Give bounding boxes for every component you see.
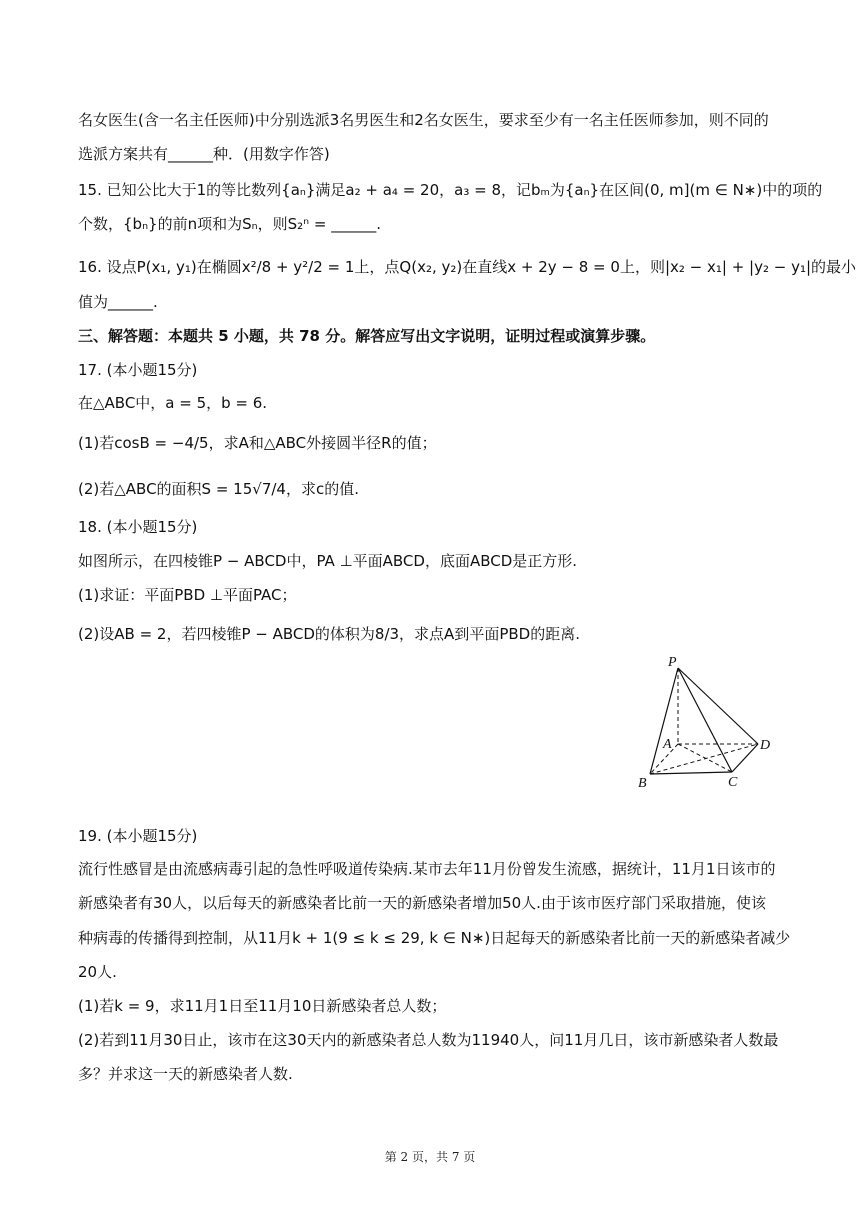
label-p: P [668,655,677,670]
text-line: 值为______. [78,293,158,311]
text-line: 流行性感冒是由流感病毒引起的急性呼吸道传染病.某市去年11月份曾发生流感，据统计，11月1日该市的 [78,860,776,878]
page-footer: 第 2 页，共 7 页 [384,1150,476,1164]
section-heading: 三、解答题：本题共 5 小题，共 78 分。解答应写出文字说明，证明过程或演算步骤。 [78,327,656,345]
problem-15: 15. 已知公比大于1的等比数列{aₙ}满足a₂ + a₄ = 20，a₃ = 8，记bₘ为{aₙ}在区间(0, m](m ∈ N∗)中的项的 [78,181,823,199]
text-line: 选派方案共有______种．(用数字作答) [78,145,330,163]
text-line: (2)设AB = 2，若四棱锥P − ABCD的体积为8/3，求点A到平面PBD的距离. [78,625,580,643]
label-c: C [728,775,738,790]
text-line: 个数，{bₙ}的前n项和为Sₙ，则S₂ⁿ = ______. [78,215,381,233]
text-line: 如图所示，在四棱锥P − ABCD中，PA ⊥平面ABCD，底面ABCD是正方形. [78,552,578,570]
text-line: 在△ABC中，a = 5，b = 6. [78,394,268,412]
label-a: A [663,737,672,752]
problem-18-heading: 18. (本小题15分) [78,518,198,536]
problem-16: 16. 设点P(x₁, y₁)在椭圆x²/8 + y²/2 = 1上，点Q(x₂, y₂)在直线x + 2y − 8 = 0上，则|x₂ − x₁| + |y₂ − y₁|的最小 [78,258,857,276]
text-line: 新感染者有30人，以后每天的新感染者比前一天的新感染者增加50人.由于该市医疗部门采取措施，使该 [78,894,766,912]
text-line: (1)求证：平面PBD ⊥平面PAC； [78,586,297,604]
text-line: (1)若cosB = −4/5，求A和△ABC外接圆半径R的值； [78,434,437,452]
text-line: 种病毒的传播得到控制，从11月k + 1(9 ≤ k ≤ 29, k ∈ N∗)日起每天的新感染者比前一天的新感染者减少 [78,929,791,947]
label-b: B [638,776,647,790]
problem-17-heading: 17. (本小题15分) [78,361,198,379]
label-d: D [760,738,771,753]
pyramid-figure [630,650,780,790]
text-line: 多？并求这一天的新感染者人数. [78,1065,293,1083]
text-line: (2)若△ABC的面积S = 15√7/4，求c的值. [78,480,359,498]
text-line: 名女医生(含一名主任医师)中分别选派3名男医生和2名女医生，要求至少有一名主任医师参加，则不同的 [78,111,769,129]
text-line: (1)若k = 9，求11月1日至11月10日新感染者总人数； [78,997,447,1015]
text-line: (2)若到11月30日止，该市在这30天内的新感染者总人数为11940人，问11月几日，该市新感染者人数最 [78,1031,779,1049]
problem-19-heading: 19. (本小题15分) [78,827,198,845]
text-line: 20人. [78,963,117,981]
